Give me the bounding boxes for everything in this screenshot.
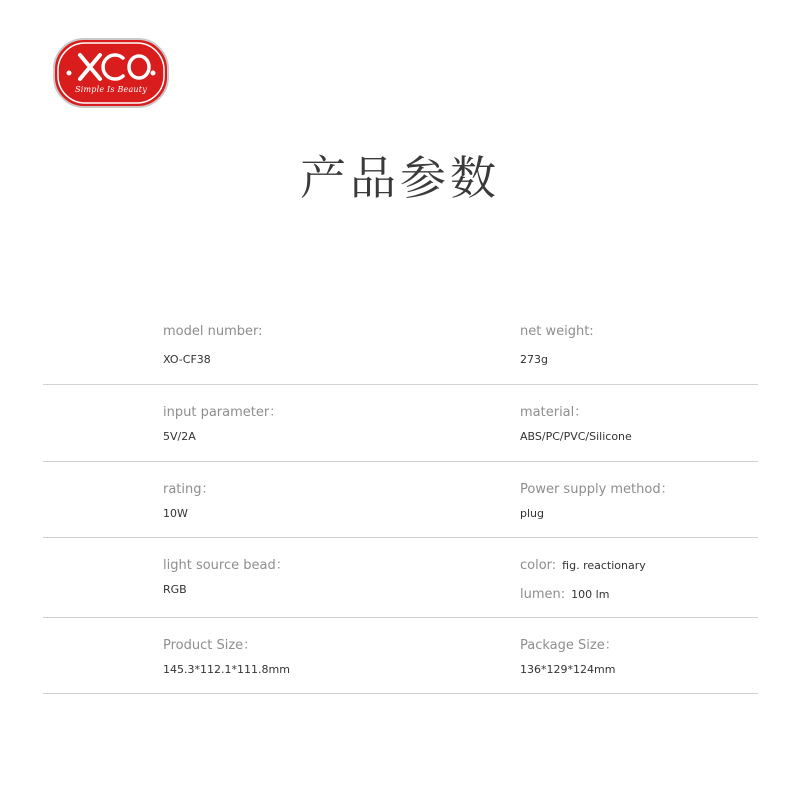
spec-value: ﬁg. reactionary	[562, 559, 646, 572]
spec-value: ABS/PC/PVC/Silicone	[520, 430, 632, 443]
spec-value: plug	[520, 507, 544, 520]
spec-label: Power supply method：	[520, 482, 674, 497]
spec-value: 10W	[163, 507, 188, 520]
spec-row-rating-power	[43, 462, 758, 538]
spec-value: 5V/2A	[163, 430, 196, 443]
spec-value: XO-CF38	[163, 353, 211, 366]
brand-tagline: Simple Is Beauty	[75, 85, 147, 94]
spec-label: color:	[520, 558, 557, 573]
spec-label: lumen:	[520, 587, 566, 602]
spec-table	[43, 308, 758, 694]
spec-row-model-weight	[43, 308, 758, 385]
brand-logo	[53, 38, 169, 108]
spec-label: material：	[520, 405, 588, 420]
page-title: 产品参数	[300, 151, 500, 205]
spec-lumen	[520, 583, 609, 602]
spec-row-light-color	[43, 538, 758, 618]
spec-color	[520, 554, 646, 573]
spec-label: rating：	[163, 482, 215, 497]
spec-value: 136*129*124mm	[520, 663, 616, 676]
spec-row-sizes	[43, 618, 758, 694]
spec-label: model number:	[163, 324, 263, 339]
xo-logo-graphic	[53, 38, 169, 108]
spec-label: light source bead：	[163, 558, 289, 573]
spec-value: 145.3*112.1*111.8mm	[163, 663, 290, 676]
spec-value: 100 lm	[571, 588, 610, 601]
spec-label: net weight:	[520, 324, 594, 339]
spec-label: Product Size：	[163, 638, 257, 653]
spec-value: 273g	[520, 353, 548, 366]
spec-value: RGB	[163, 583, 187, 596]
spec-label: Package Size：	[520, 638, 618, 653]
spec-label: input parameter：	[163, 405, 283, 420]
spec-row-input-material	[43, 385, 758, 462]
